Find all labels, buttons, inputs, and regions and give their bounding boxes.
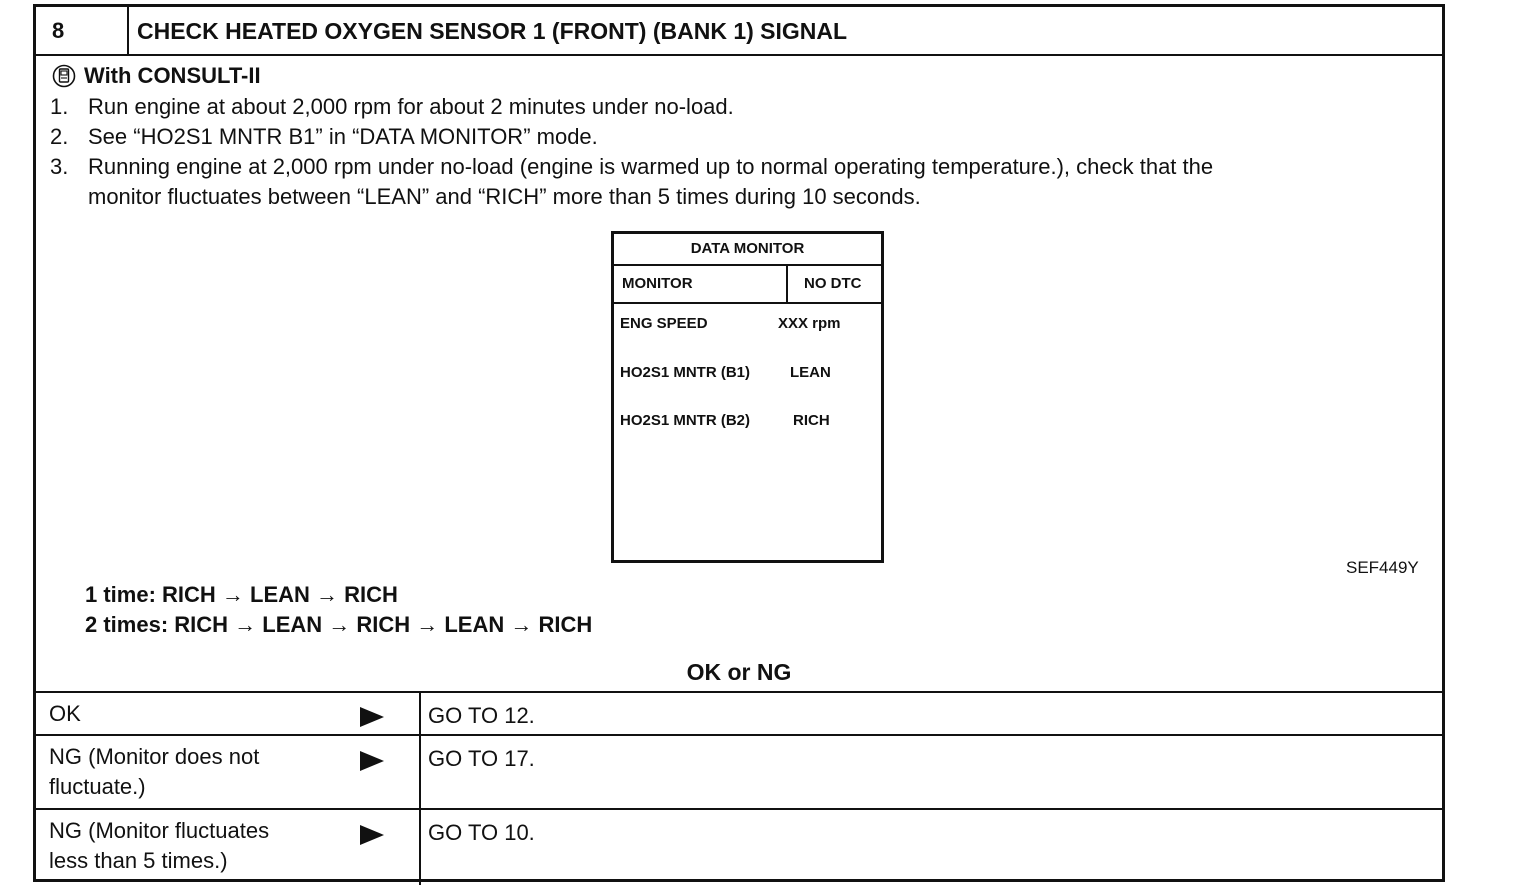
- procedure-step-frame: [33, 4, 1445, 882]
- data-monitor-header: [614, 266, 881, 304]
- step-title: CHECK HEATED OXYGEN SENSOR 1 (FRONT) (BANK 1) SIGNAL: [137, 18, 848, 44]
- consult-heading: [52, 63, 261, 89]
- goto-step: GO TO 10.: [428, 820, 535, 845]
- result-condition-ng-few-fluctuations: [49, 816, 269, 876]
- instruction-3-continuation: monitor fluctuates between “LEAN” and “RICH” more than 5 times during 10 seconds.: [88, 184, 921, 209]
- instruction-2: [50, 122, 598, 152]
- step-number: 8: [52, 18, 65, 43]
- monitor-row-value: XXX rpm: [778, 315, 841, 332]
- result-condition-ng-no-fluctuation: [49, 742, 259, 802]
- header-divider: [786, 266, 788, 302]
- monitor-column-label: MONITOR: [622, 275, 693, 292]
- instruction-number: 1.: [50, 94, 69, 119]
- header-divider: [127, 7, 129, 54]
- sequence-1-time: 1 time: RICH → LEAN → RICH: [85, 582, 398, 607]
- instruction-3: [50, 152, 1213, 182]
- monitor-row-label: HO2S1 MNTR (B1): [620, 364, 751, 381]
- monitor-row-value: RICH: [793, 412, 830, 429]
- result-condition-ok: [49, 699, 81, 729]
- instruction-number: 3.: [50, 154, 69, 179]
- sequence-2-times: 2 times: RICH → LEAN → RICH → LEAN → RICH: [85, 612, 593, 637]
- step-header: [36, 7, 1442, 56]
- table-divider: [36, 734, 1442, 736]
- monitor-row-label: ENG SPEED: [620, 315, 708, 332]
- data-monitor-title: DATA MONITOR: [614, 234, 881, 266]
- condition-line: OK: [49, 701, 81, 726]
- arrow-right-icon: [358, 823, 386, 847]
- condition-line: less than 5 times.): [49, 848, 228, 873]
- instruction-text: See “HO2S1 MNTR B1” in “DATA MONITOR” mode.: [88, 124, 598, 149]
- table-divider: [36, 808, 1442, 810]
- instruction-text: Run engine at about 2,000 rpm for about 2 minutes under no-load.: [88, 94, 734, 119]
- instruction-text: Running engine at 2,000 rpm under no-load (engine is warmed up to normal operating temperature.), check that the: [88, 154, 1214, 179]
- figure-id: SEF449Y: [1346, 558, 1419, 577]
- no-dtc-label: NO DTC: [804, 275, 862, 292]
- arrow-right-icon: [358, 749, 386, 773]
- condition-line: NG (Monitor does not: [49, 744, 260, 769]
- goto-step: GO TO 12.: [428, 703, 535, 728]
- table-divider: [36, 691, 1442, 693]
- monitor-row-value: LEAN: [790, 364, 831, 381]
- consult-label: With CONSULT-II: [84, 63, 261, 88]
- instruction-1: [50, 92, 734, 122]
- monitor-row-label: HO2S1 MNTR (B2): [620, 412, 751, 429]
- instruction-number: 2.: [50, 124, 69, 149]
- arrow-right-icon: [358, 705, 386, 729]
- data-monitor-figure: [611, 231, 884, 563]
- consult-icon: [52, 64, 76, 88]
- table-column-divider: [419, 691, 421, 885]
- condition-line: NG (Monitor fluctuates: [49, 818, 270, 843]
- goto-step: GO TO 17.: [428, 746, 535, 771]
- condition-line: fluctuate.): [49, 774, 146, 799]
- ok-or-ng-heading: OK or NG: [686, 659, 792, 685]
